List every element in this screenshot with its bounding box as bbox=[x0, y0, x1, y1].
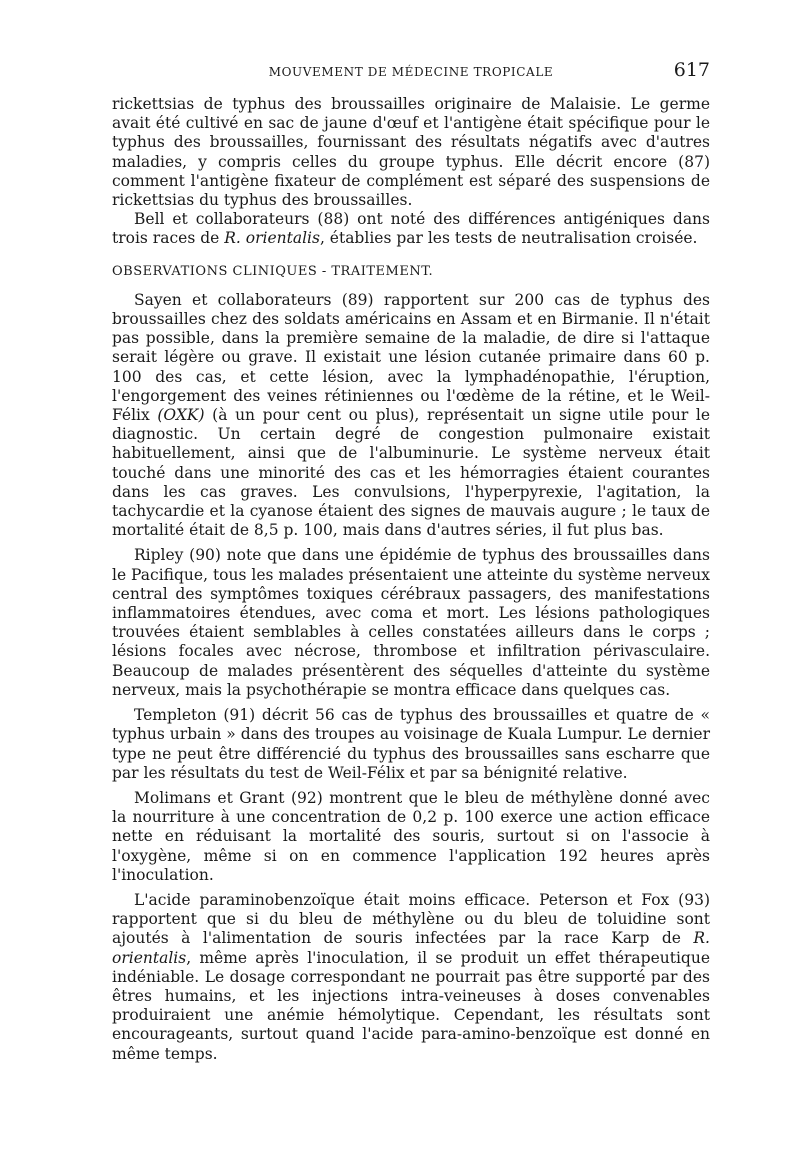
paragraph-1-text: rickettsias de typhus des broussailles originaire de Malaisie. Le germe avait été cultivé en sac de jaune d'œuf et l'antigène était spécifique pour le typhus des broussailles, fournissant des résultats négatifs avec d'autres maladies, y compris celles du groupe typhus. Elle décrit encore (87) comment l'antigène fixateur de complément est séparé des suspensions de rickettsias du typhus des broussailles. bbox=[112, 95, 710, 210]
journal-title: MOUVEMENT DE MÉDECINE TROPICALE bbox=[268, 65, 554, 79]
paragraph-4 bbox=[112, 546, 710, 700]
paragraph-6 bbox=[112, 789, 710, 885]
paragraph-7-text-b: , même après l'inoculation, il se produit un effet thérapeutique indéniable. Le dosage correspondant ne pourrait pas être supporté par des êtres humains, et les injections intra-veineuses à doses convenables produiraient une anémie hémolytique. Cependant, les résultats sont encourageants, surtout quand l'acide para-amino-benzoïque est donné en même temps. bbox=[112, 948, 710, 1063]
paragraph-3-text-b: (à un pour cent ou plus), représentait un signe utile pour le diagnostic. Un certain degré de congestion pulmonaire existait habituellement, ainsi que de l'albuminurie. Le système nerveux était touché dans une minorité des cas et les hémorragies étaient courantes dans les cas graves. Les convulsions, l'hyperpyrexie, l'agitation, la tachycardie et la cyanose étaient des signes de mauvais augure ; le taux de mortalité était de 8,5 p. 100, mais dans d'autres séries, il fut plus bas. bbox=[112, 406, 711, 540]
species-name-2: R. orientalis bbox=[112, 929, 710, 967]
paragraph-2-text-a: Bell et collaborateurs (88) ont noté des différences antigéniques dans trois races de bbox=[112, 210, 710, 248]
paragraph-3-text-a: Sayen et collaborateurs (89) rapportent sur 200 cas de typhus des broussailles chez des soldats américains en Assam et en Birmanie. Il n'était pas possible, dans la première semaine de la maladie, de dire si l'attaque serait légère ou grave. Il existait une lésion cutanée primaire dans 60 p. 100 des cas, et cette lésion, avec la lymphadénopathie, l'éruption, l'engorgement des veines rétiniennes ou l'œdème de la rétine, et le Weil-Félix bbox=[112, 290, 710, 425]
paragraph-2 bbox=[112, 210, 710, 248]
running-header bbox=[112, 58, 710, 82]
paragraph-5 bbox=[112, 706, 710, 783]
species-name: R. orientalis bbox=[224, 229, 320, 248]
paragraph-2-text-b: , établies par les tests de neutralisation croisée. bbox=[319, 229, 698, 248]
article-body bbox=[112, 95, 710, 1064]
section-heading: OBSERVATIONS CLINIQUES - TRAITEMENT. bbox=[112, 263, 434, 279]
paragraph-1 bbox=[112, 95, 710, 210]
oxk-label: (OXK) bbox=[157, 406, 205, 425]
paragraph-7-text-a: L'acide paraminobenzoïque était moins efficace. Peterson et Fox (93) rapportent que si du bleu de méthylène ou du bleu de toluidine sont ajoutés à l'alimentation de souris infectées par la race Karp de bbox=[112, 890, 710, 948]
page-number: 617 bbox=[673, 59, 710, 81]
paragraph-4-text: Ripley (90) note que dans une épidémie de typhus des broussailles dans le Pacifique, tous les malades présentaient une atteinte du système nerveux central des symptômes toxiques cérébraux passagers, des manifestations inflammatoires étendues, avec coma et mort. Les lésions pathologiques trouvées étaient semblables à celles constatées ailleurs dans le corps ; lésions focales avec nécrose, thrombose et infiltration périvasculaire. Beaucoup de malades présentèrent des séquelles d'atteinte du système nerveux, mais la psychothérapie se montra efficace dans quelques cas. bbox=[112, 546, 710, 699]
paragraph-5-text: Templeton (91) décrit 56 cas de typhus des broussailles et quatre de « typhus urbain » dans des troupes au voisinage de Kuala Lumpur. Le dernier type ne peut être différencié du typhus des broussailles sans escharre que par les résultats du test de Weil-Félix et par sa bénignité relative. bbox=[112, 706, 710, 782]
paragraph-7 bbox=[112, 891, 710, 1064]
paragraph-6-text: Molimans et Grant (92) montrent que le bleu de méthylène donné avec la nourriture à une concentration de 0,2 p. 100 exerce une action efficace nette en réduisant la mortalité des souris, surtout si on l'associe à l'oxygène, même si on en commence l'application 192 heures après l'inoculation. bbox=[112, 788, 710, 884]
paragraph-3 bbox=[112, 291, 710, 541]
